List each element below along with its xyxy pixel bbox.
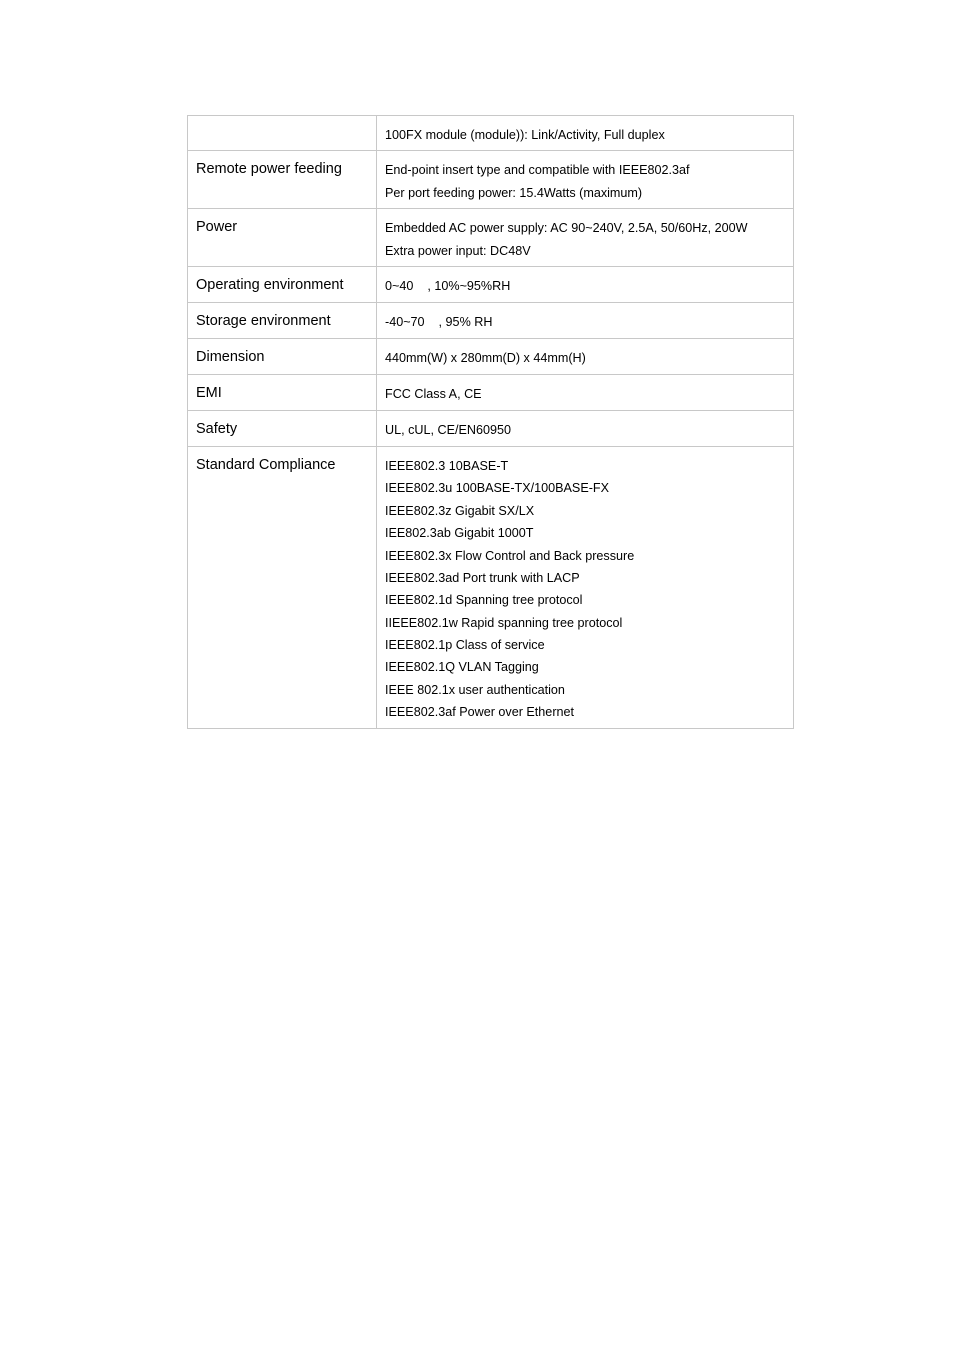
spec-value-line: IEEE802.3x Flow Control and Back pressure [385,548,635,563]
spec-value-line: IEEE 802.1x user authentication [385,682,565,697]
spec-row-led-cont [188,116,794,151]
spec-value-line: Embedded AC power supply: AC 90~240V, 2.5A, 50/60Hz, 200W [385,221,748,236]
spec-row-operating-environment [188,266,794,302]
spec-label: EMI [188,374,377,410]
spec-value [377,266,794,302]
spec-row-safety [188,410,794,446]
spec-value [377,209,794,267]
spec-label: Standard Compliance [188,446,377,728]
spec-value-line: IEEE802.3z Gigabit SX/LX [385,503,535,518]
spec-value [377,151,794,209]
spec-value-line: 100FX module (module)): Link/Activity, Full duplex [385,128,665,142]
spec-label: Power [188,209,377,267]
spec-value [377,116,794,151]
spec-label: Remote power feeding [188,151,377,209]
spec-label: Storage environment [188,302,377,338]
spec-value-line: FCC Class A, CE [385,386,482,401]
spec-value-line: IEEE802.3ad Port trunk with LACP [385,570,580,585]
spec-value-line: End-point insert type and compatible with IEEE802.3af [385,163,690,178]
spec-value-line: Per port feeding power: 15.4Watts (maximum) [385,185,643,200]
spec-value [377,374,794,410]
spec-row-power [188,209,794,267]
spec-value-line: -40~70 , 95% RH [385,314,493,329]
spec-value-line: IEEE802.1p Class of service [385,638,545,653]
spec-label: Dimension [188,338,377,374]
spec-row-standard-compliance [188,446,794,728]
spec-value-line: Extra power input: DC48V [385,243,531,258]
spec-value-line: IEEE802.1d Spanning tree protocol [385,593,583,608]
spec-label [188,116,377,151]
spec-value-line: IEEE802.3af Power over Ethernet [385,705,575,720]
spec-value-line: IEEE802.1Q VLAN Tagging [385,660,539,675]
spec-value [377,302,794,338]
spec-label: Operating environment [188,266,377,302]
spec-row-dimension [188,338,794,374]
spec-value-line: IEEE802.3 10BASE-T [385,458,509,473]
spec-value [377,338,794,374]
spec-row-storage-environment [188,302,794,338]
spec-value-line: 440mm(W) x 280mm(D) x 44mm(H) [385,350,586,365]
spec-row-remote-power-feeding [188,151,794,209]
spec-value-line: UL, cUL, CE/EN60950 [385,422,511,437]
spec-value-line: IEE802.3ab Gigabit 1000T [385,526,534,541]
spec-value [377,410,794,446]
spec-value-line: 0~40 , 10%~95%RH [385,278,511,293]
spec-table [187,115,794,729]
spec-value-line: IIEEE802.1w Rapid spanning tree protocol [385,615,623,630]
spec-label: Safety [188,410,377,446]
spec-value-line: IEEE802.3u 100BASE-TX/100BASE-FX [385,481,610,496]
spec-value [377,446,794,728]
spec-row-emi [188,374,794,410]
